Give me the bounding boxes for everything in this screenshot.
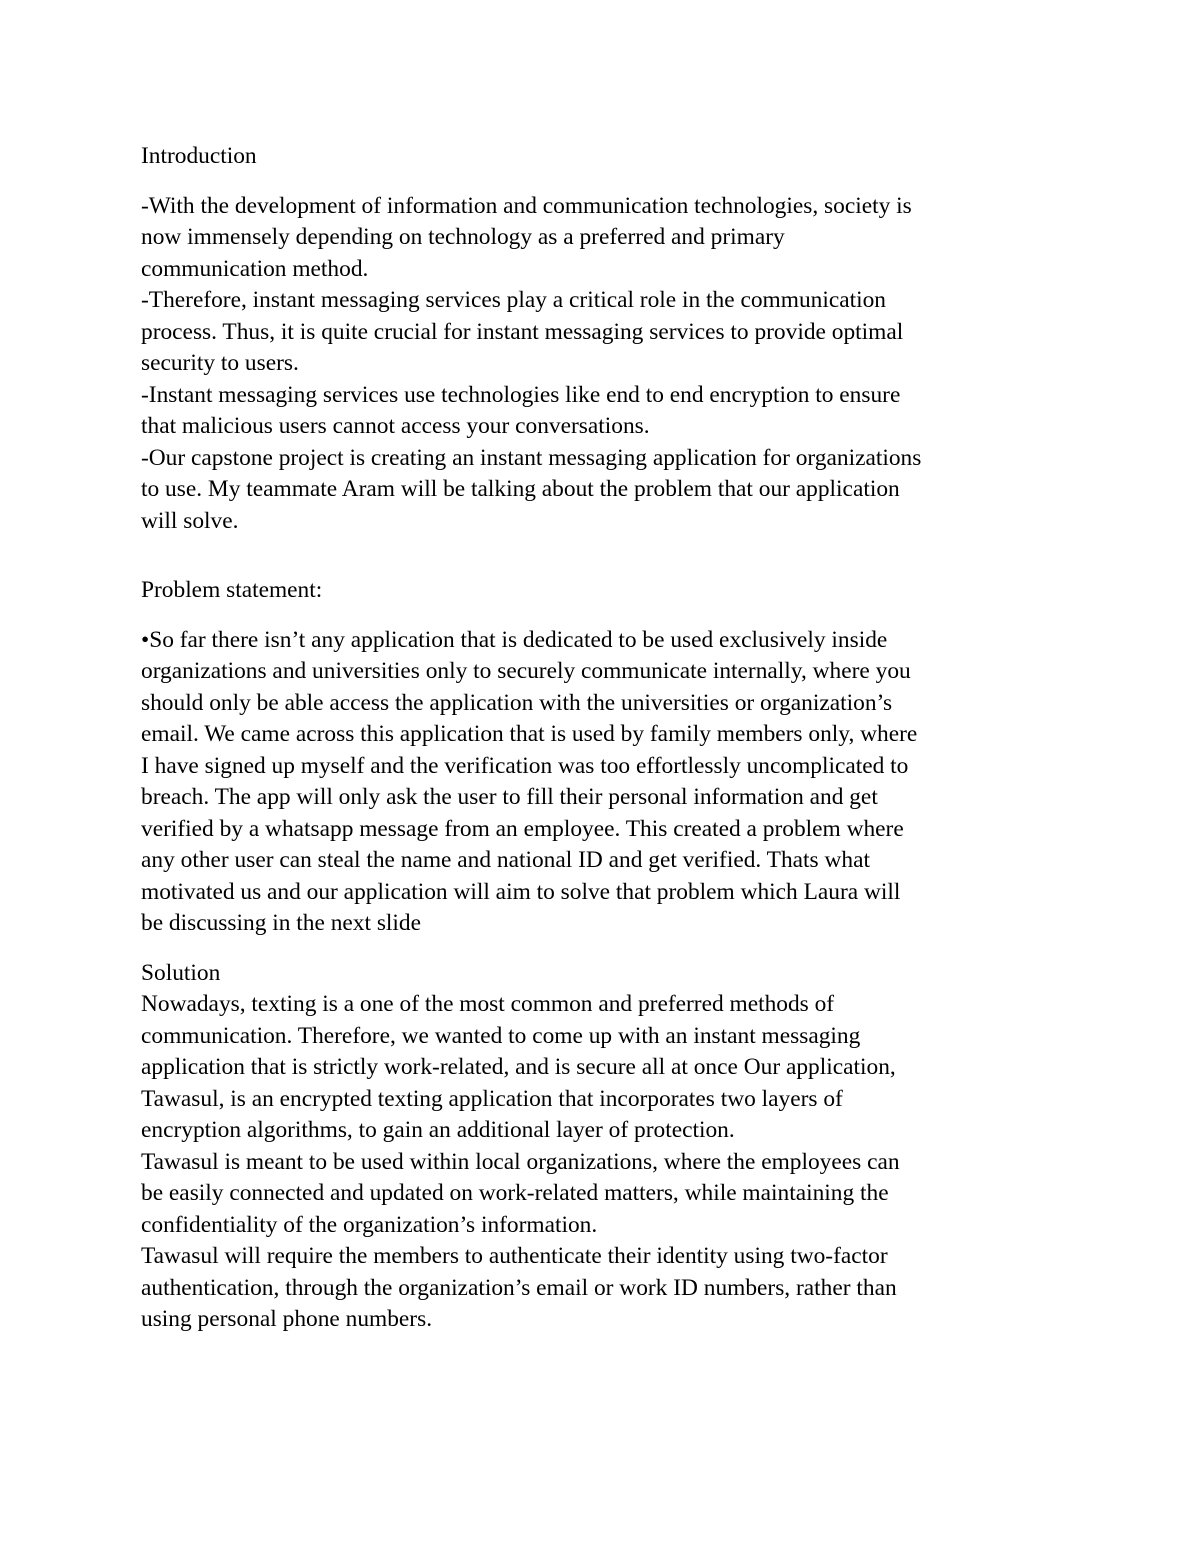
introduction-heading: Introduction xyxy=(141,143,257,169)
problem-line: email. We came across this application that is used by family members only, where xyxy=(141,721,918,747)
solution-line: encryption algorithms, to gain an additional layer of protection. xyxy=(141,1117,735,1143)
document-body xyxy=(141,141,1071,1336)
solution-heading: Solution xyxy=(141,959,221,986)
solution-line: Nowadays, texting is a one of the most common and preferred methods of xyxy=(141,991,835,1017)
introduction-line: that malicious users cannot access your conversations. xyxy=(141,413,650,439)
solution-line: confidentiality of the organization’s information. xyxy=(141,1211,598,1238)
introduction-line: -Instant messaging services use technologies like end to end encryption to ensure xyxy=(141,381,901,408)
problem-line: motivated us and our application will aim to solve that problem which Laura will xyxy=(141,878,901,905)
solution-line: communication. Therefore, we wanted to come up with an instant messaging xyxy=(141,1022,861,1049)
solution-line: application that is strictly work-related, and is secure all at once Our application, xyxy=(141,1054,896,1080)
solution-line: Tawasul is meant to be used within local organizations, where the employees can xyxy=(141,1148,900,1175)
solution-line: using personal phone numbers. xyxy=(141,1306,433,1332)
introduction-line: now immensely depending on technology as a preferred and primary xyxy=(141,224,785,250)
solution-line: authentication, through the organization’s email or work ID numbers, rather than xyxy=(141,1274,897,1301)
solution-line: Tawasul, is an encrypted texting application that incorporates two layers of xyxy=(141,1085,843,1112)
introduction-section xyxy=(141,141,1071,537)
problem-line: breach. The app will only ask the user to fill their personal information and get xyxy=(141,784,878,810)
introduction-line: will solve. xyxy=(141,507,239,534)
problem-line: verified by a whatsapp message from an employee. This created a problem where xyxy=(141,815,904,842)
problem-heading: Problem statement: xyxy=(141,577,323,603)
problem-line: should only be able access the application with the universities or organization’s xyxy=(141,689,893,716)
solution-section xyxy=(141,958,1071,1336)
problem-line: organizations and universities only to securely communicate internally, where you xyxy=(141,658,911,684)
problem-section xyxy=(141,575,1071,940)
introduction-line: security to users. xyxy=(141,350,299,376)
problem-line: be discussing in the next slide xyxy=(141,910,422,936)
problem-line: •So far there isn’t any application that is dedicated to be used exclusively inside xyxy=(141,626,888,653)
problem-line: I have signed up myself and the verification was too effortlessly uncomplicated to xyxy=(141,752,909,779)
introduction-line: communication method. xyxy=(141,255,369,282)
introduction-line: to use. My teammate Aram will be talking about the problem that our application xyxy=(141,476,900,502)
problem-line: any other user can steal the name and national ID and get verified. Thats what xyxy=(141,847,870,873)
solution-line: Tawasul will require the members to authenticate their identity using two-factor xyxy=(141,1243,888,1269)
introduction-line: -Therefore, instant messaging services play a critical role in the communication xyxy=(141,287,886,313)
solution-line: be easily connected and updated on work-related matters, while maintaining the xyxy=(141,1180,889,1206)
introduction-line: process. Thus, it is quite crucial for instant messaging services to provide optimal xyxy=(141,318,904,345)
introduction-line: -Our capstone project is creating an instant messaging application for organizations xyxy=(141,444,922,471)
introduction-line: -With the development of information and communication technologies, society is xyxy=(141,192,912,219)
